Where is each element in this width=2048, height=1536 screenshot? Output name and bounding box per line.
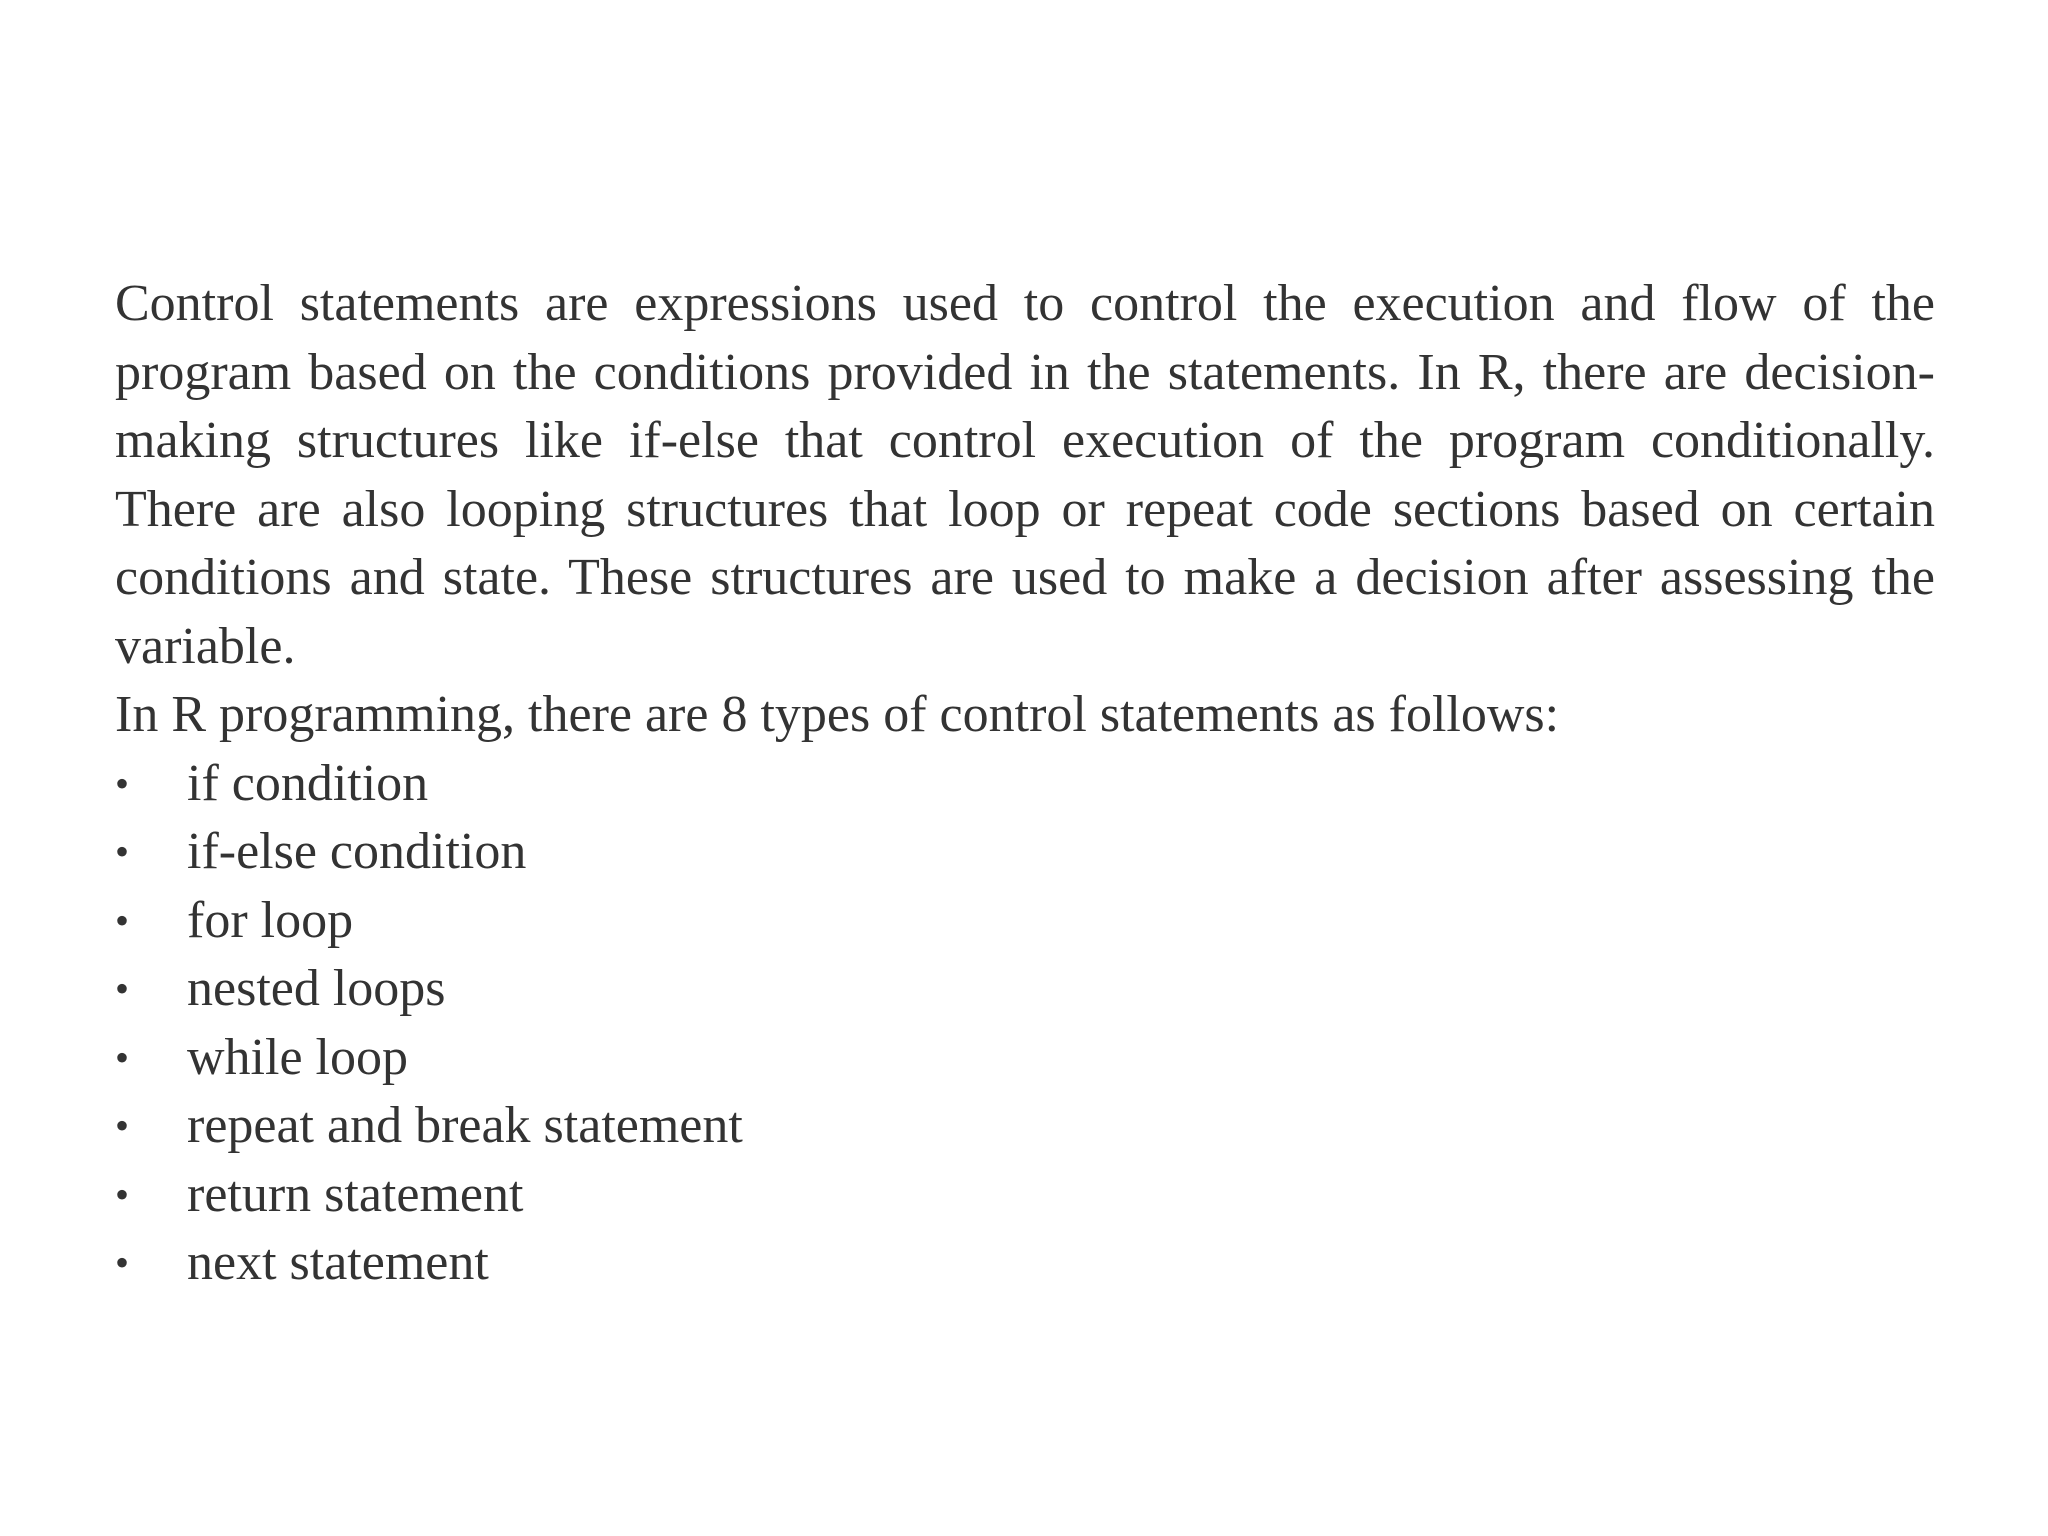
control-statements-list [115,750,1935,1298]
bullet-icon: • [115,1103,130,1148]
bullet-icon: • [115,829,130,874]
intro-paragraph: Control statements are expressions used to control the execution and flow of the program based on the conditions provided in the statements. In R, there are decision-making structures like if-else that control execution of the program conditionally. There are also looping structures that loop or repeat code sections based on certain conditions and state. These structures are used to make a decision after assessing the variable. [115,275,1935,675]
list-item [115,1092,1935,1161]
list-item [115,1229,1935,1298]
bullet-icon: • [115,1034,130,1080]
document-body [115,270,1935,1298]
list-item [115,1161,1935,1230]
list-item-label: for loop [187,891,354,949]
bullet-icon: • [115,1171,130,1217]
list-item [115,955,1935,1024]
list-item-label: while loop [187,1028,408,1086]
list-item [115,818,1935,887]
list-intro-paragraph: In R programming, there are 8 types of control statements as follows: [115,686,1560,743]
bullet-icon: • [115,966,130,1011]
bullet-icon: • [115,1240,130,1285]
list-item-label: nested loops [187,960,446,1017]
list-item [115,887,1935,956]
list-item [115,1024,1935,1093]
bullet-icon: • [115,760,130,806]
list-item [115,750,1935,819]
list-item-label: next statement [187,1234,489,1291]
list-item-label: repeat and break statement [187,1097,743,1154]
list-item-label: if-else condition [187,823,527,880]
bullet-icon: • [115,897,130,943]
list-item-label: return statement [187,1165,524,1223]
list-item-label: if condition [187,754,429,812]
